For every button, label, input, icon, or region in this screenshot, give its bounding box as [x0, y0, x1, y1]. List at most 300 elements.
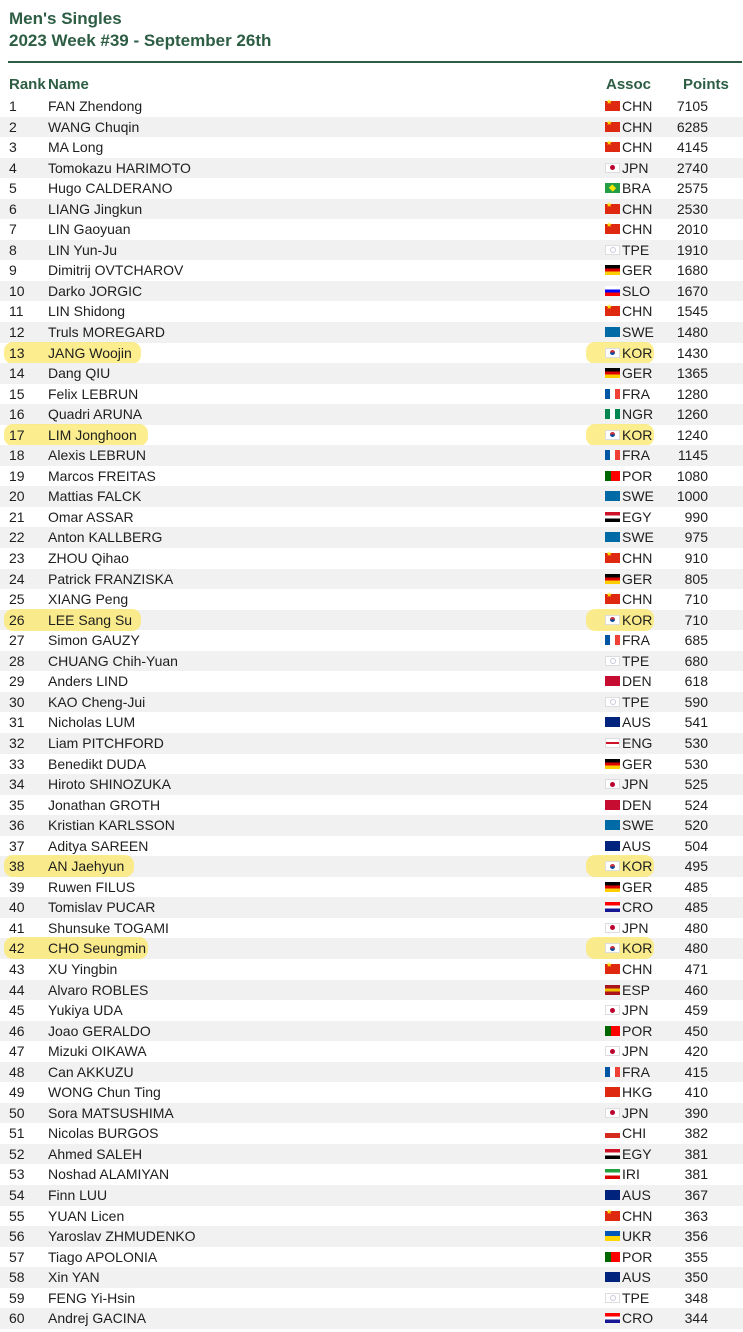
points-cell: 4145 — [676, 139, 708, 156]
assoc-cell: FRA — [622, 385, 650, 402]
points-cell: 520 — [684, 817, 708, 834]
table-row — [0, 589, 743, 610]
flag-icon — [605, 1067, 620, 1077]
table-row — [0, 425, 743, 446]
rank-cell: 1 — [9, 98, 17, 114]
points-cell: 355 — [684, 1248, 708, 1265]
table-row — [0, 527, 743, 548]
rank-cell: 6 — [9, 200, 17, 217]
rank-cell: 31 — [9, 714, 25, 731]
assoc-cell: IRI — [622, 1166, 640, 1183]
flag-icon — [605, 1108, 620, 1118]
player-name-cell: Sora MATSUSHIMA — [48, 1104, 174, 1121]
assoc-cell: KOR — [622, 426, 653, 443]
rank-cell: 20 — [9, 488, 25, 505]
table-row — [0, 1206, 743, 1227]
player-name-cell: LIM Jonghoon — [48, 426, 137, 443]
rank-cell: 11 — [9, 303, 24, 320]
points-cell: 1145 — [677, 447, 708, 464]
player-name-cell: LIN Yun-Ju — [48, 241, 118, 258]
flag-icon — [605, 409, 620, 419]
assoc-cell: KOR — [622, 858, 653, 875]
table-row — [0, 1288, 743, 1309]
table-row — [0, 178, 743, 199]
table-row — [0, 897, 743, 918]
table-row — [0, 466, 743, 487]
flag-icon: ★ — [605, 101, 620, 111]
assoc-cell: KOR — [622, 344, 653, 361]
assoc-cell: FRA — [622, 447, 650, 464]
flag-icon — [605, 1026, 620, 1036]
points-cell: 524 — [684, 796, 708, 813]
player-name-cell: Xin YAN — [48, 1269, 100, 1286]
rank-cell: 2 — [9, 118, 17, 135]
player-name-cell: Mizuki OIKAWA — [48, 1043, 147, 1060]
assoc-cell: SWE — [622, 817, 654, 834]
player-name-cell: JANG Woojin — [48, 344, 132, 361]
assoc-cell: GER — [622, 365, 653, 382]
points-cell: 363 — [684, 1207, 708, 1224]
rank-cell: 21 — [9, 508, 25, 525]
rank-cell: 50 — [9, 1104, 25, 1121]
player-name-cell: Benedikt DUDA — [48, 755, 147, 772]
rank-cell: 55 — [9, 1207, 25, 1224]
assoc-cell: GER — [622, 570, 653, 587]
table-row — [0, 343, 743, 364]
flag-icon — [605, 861, 620, 871]
assoc-cell: FRA — [622, 1063, 650, 1080]
player-name-cell: Tomokazu HARIMOTO — [48, 159, 191, 176]
flag-icon: ★ — [605, 142, 620, 152]
assoc-cell: JPN — [622, 919, 649, 936]
rank-cell: 56 — [9, 1228, 25, 1245]
rank-cell: 8 — [9, 241, 17, 258]
table-row — [0, 486, 743, 507]
flag-icon — [605, 348, 620, 358]
points-cell: 1280 — [676, 385, 708, 402]
rank-cell: 17 — [9, 426, 25, 443]
assoc-cell: AUS — [622, 1186, 651, 1203]
assoc-cell: JPN — [622, 1043, 649, 1060]
points-cell: 1910 — [676, 241, 708, 258]
table-row — [0, 1123, 743, 1144]
player-name-cell: Alvaro ROBLES — [48, 981, 149, 998]
player-name-cell: Tiago APOLONIA — [48, 1248, 158, 1265]
assoc-cell: TPE — [622, 1289, 650, 1306]
table-row — [0, 918, 743, 939]
table-row — [0, 733, 743, 754]
points-cell: 1680 — [676, 262, 708, 279]
rank-cell: 32 — [9, 734, 25, 751]
rank-cell: 36 — [9, 817, 25, 834]
rank-cell: 7 — [9, 221, 17, 238]
table-row — [0, 281, 743, 302]
points-cell: 2010 — [676, 221, 708, 238]
assoc-cell: SWE — [622, 529, 654, 546]
assoc-cell: JPN — [622, 1002, 649, 1019]
rank-cell: 9 — [9, 262, 17, 279]
rank-cell: 3 — [9, 139, 17, 156]
rank-cell: 53 — [9, 1166, 25, 1183]
rank-cell: 51 — [9, 1125, 25, 1142]
flag-icon — [605, 635, 620, 645]
flag-icon — [605, 1252, 620, 1262]
table-row — [0, 137, 743, 158]
points-cell: 485 — [684, 899, 708, 916]
flag-icon — [605, 841, 620, 851]
points-cell: 805 — [684, 570, 708, 587]
table-row — [0, 1308, 743, 1329]
table-row — [0, 712, 743, 733]
column-header-assoc: Assoc — [606, 76, 652, 93]
flag-icon — [605, 1313, 620, 1323]
table-row — [0, 96, 743, 117]
table-row — [0, 754, 743, 775]
flag-icon: ★ — [605, 594, 620, 604]
player-name-cell: LIN Shidong — [48, 303, 126, 320]
points-cell: 1080 — [676, 467, 708, 484]
table-row — [0, 1185, 743, 1206]
flag-icon — [605, 389, 620, 399]
flag-icon: ★ — [605, 553, 620, 563]
flag-icon — [605, 800, 620, 810]
player-name-cell: Aditya SAREEN — [48, 837, 149, 854]
table-row — [0, 1247, 743, 1268]
rank-cell: 14 — [9, 365, 25, 382]
rank-cell: 22 — [9, 529, 25, 546]
table-row — [0, 507, 743, 528]
flag-icon — [605, 1272, 620, 1282]
column-header-name: Name — [48, 76, 89, 93]
rank-cell: 60 — [9, 1310, 25, 1327]
points-cell: 975 — [684, 529, 708, 546]
rank-cell: 48 — [9, 1063, 25, 1080]
player-name-cell: FAN Zhendong — [48, 98, 143, 114]
rank-cell: 45 — [9, 1002, 25, 1019]
player-name-cell: CHUANG Chih-Yuan — [48, 652, 178, 669]
flag-icon — [605, 265, 620, 275]
title-divider — [8, 61, 742, 63]
rank-cell: 49 — [9, 1084, 25, 1101]
ranking-subtitle: 2023 Week #39 - September 26th — [9, 31, 272, 50]
flag-icon — [605, 163, 620, 173]
points-cell: 420 — [684, 1043, 708, 1060]
points-cell: 381 — [684, 1166, 708, 1183]
table-row — [0, 795, 743, 816]
points-cell: 525 — [684, 776, 708, 793]
assoc-cell: CHN — [622, 221, 653, 238]
player-name-cell: Yaroslav ZHMUDENKO — [48, 1228, 196, 1245]
rank-cell: 59 — [9, 1289, 25, 1306]
flag-icon — [605, 717, 620, 727]
points-cell: 530 — [684, 734, 708, 751]
rank-cell: 25 — [9, 591, 25, 608]
player-name-cell: Anders LIND — [48, 673, 129, 690]
flag-icon — [605, 532, 620, 542]
flag-icon — [605, 471, 620, 481]
points-cell: 460 — [684, 981, 708, 998]
flag-icon — [605, 512, 620, 522]
player-name-cell: Darko JORGIC — [48, 282, 143, 299]
player-name-cell: Kristian KARLSSON — [48, 817, 175, 834]
flag-icon — [605, 245, 620, 255]
assoc-cell: AUS — [622, 1269, 651, 1286]
table-row — [0, 404, 743, 425]
flag-icon — [605, 1005, 620, 1015]
points-cell: 348 — [684, 1289, 708, 1306]
table-row — [0, 610, 743, 631]
flag-icon — [605, 615, 620, 625]
flag-icon: ★ — [605, 1211, 620, 1221]
table-row — [0, 980, 743, 1001]
assoc-cell: TPE — [622, 241, 650, 258]
flag-icon — [605, 738, 620, 748]
player-name-cell: Yukiya UDA — [48, 1002, 123, 1019]
assoc-cell: GER — [622, 878, 653, 895]
assoc-cell: CRO — [622, 1310, 654, 1327]
table-row — [0, 301, 743, 322]
assoc-cell: CHN — [622, 591, 653, 608]
assoc-cell: POR — [622, 467, 653, 484]
table-row — [0, 856, 743, 877]
player-name-cell: XIANG Peng — [48, 591, 129, 608]
points-cell: 7105 — [676, 98, 708, 114]
player-name-cell: CHO Seungmin — [48, 940, 147, 957]
table-row — [0, 1103, 743, 1124]
rank-cell: 15 — [9, 385, 25, 402]
rank-cell: 4 — [9, 159, 17, 176]
points-cell: 459 — [684, 1002, 708, 1019]
player-name-cell: Patrick FRANZISKA — [48, 570, 174, 587]
rank-cell: 28 — [9, 652, 25, 669]
flag-icon: ★ — [605, 122, 620, 132]
ranking-title: Men's Singles — [9, 9, 122, 28]
points-cell: 367 — [684, 1186, 708, 1203]
flag-icon: ★ — [605, 964, 620, 974]
player-name-cell: Liam PITCHFORD — [48, 734, 164, 751]
points-cell: 344 — [684, 1310, 708, 1327]
assoc-cell: CHN — [622, 98, 653, 114]
flag-icon — [605, 450, 620, 460]
assoc-cell: BRA — [622, 180, 651, 197]
player-name-cell: KAO Cheng-Jui — [48, 693, 146, 710]
table-row — [0, 384, 743, 405]
flag-icon — [605, 1087, 620, 1097]
assoc-cell: KOR — [622, 611, 653, 628]
points-cell: 2575 — [676, 180, 708, 197]
player-name-cell: Anton KALLBERG — [48, 529, 163, 546]
player-name-cell: YUAN Licen — [48, 1207, 125, 1224]
assoc-cell: CHN — [622, 960, 653, 977]
player-name-cell: Mattias FALCK — [48, 488, 142, 505]
player-name-cell: Ahmed SALEH — [48, 1145, 143, 1162]
table-row — [0, 260, 743, 281]
table-row — [0, 651, 743, 672]
flag-icon — [605, 697, 620, 707]
player-name-cell: Hugo CALDERANO — [48, 180, 173, 197]
flag-icon — [605, 820, 620, 830]
flag-icon: ★ — [605, 224, 620, 234]
rank-cell: 38 — [9, 858, 25, 875]
points-cell: 410 — [684, 1084, 708, 1101]
points-cell: 480 — [684, 940, 708, 957]
points-cell: 382 — [684, 1125, 708, 1142]
assoc-cell: SLO — [622, 282, 651, 299]
assoc-cell: GER — [622, 262, 653, 279]
player-name-cell: LIANG Jingkun — [48, 200, 143, 217]
flag-icon — [605, 902, 620, 912]
rank-cell: 30 — [9, 693, 25, 710]
points-cell: 471 — [684, 960, 708, 977]
points-cell: 710 — [684, 611, 708, 628]
rank-cell: 42 — [9, 940, 25, 957]
player-name-cell: Nicholas LUM — [48, 714, 136, 731]
flag-icon — [605, 574, 620, 584]
flag-icon — [605, 923, 620, 933]
table-row — [0, 1000, 743, 1021]
assoc-cell: TPE — [622, 652, 650, 669]
rank-cell: 41 — [9, 919, 25, 936]
player-name-cell: FENG Yi-Hsin — [48, 1289, 136, 1306]
flag-icon — [605, 1128, 620, 1138]
table-row — [0, 1226, 743, 1247]
points-cell: 480 — [684, 919, 708, 936]
flag-icon — [605, 430, 620, 440]
flag-icon — [605, 491, 620, 501]
assoc-cell: TPE — [622, 693, 650, 710]
points-cell: 910 — [684, 550, 708, 567]
table-row — [0, 836, 743, 857]
flag-icon — [605, 1169, 620, 1179]
assoc-cell: POR — [622, 1022, 653, 1039]
flag-icon — [605, 779, 620, 789]
rank-cell: 26 — [9, 611, 25, 628]
assoc-cell: UKR — [622, 1228, 652, 1245]
assoc-cell: SWE — [622, 324, 654, 341]
assoc-cell: CHN — [622, 139, 653, 156]
flag-icon — [605, 368, 620, 378]
player-name-cell: Simon GAUZY — [48, 632, 140, 649]
assoc-cell: JPN — [622, 159, 649, 176]
points-cell: 350 — [684, 1269, 708, 1286]
assoc-cell: CHN — [622, 550, 653, 567]
points-cell: 541 — [684, 714, 708, 731]
rank-cell: 10 — [9, 282, 25, 299]
rank-cell: 43 — [9, 960, 25, 977]
flag-icon — [605, 882, 620, 892]
points-cell: 1365 — [676, 365, 708, 382]
flag-icon — [605, 1190, 620, 1200]
points-cell: 381 — [684, 1145, 708, 1162]
flag-icon — [605, 1231, 620, 1241]
table-row — [0, 1041, 743, 1062]
table-row — [0, 1144, 743, 1165]
rank-cell: 29 — [9, 673, 25, 690]
table-row — [0, 117, 743, 138]
rank-cell: 39 — [9, 878, 25, 895]
assoc-cell: KOR — [622, 940, 653, 957]
assoc-cell: JPN — [622, 1104, 649, 1121]
rank-cell: 35 — [9, 796, 25, 813]
assoc-cell: DEN — [622, 796, 652, 813]
rank-cell: 37 — [9, 837, 25, 854]
points-cell: 485 — [684, 878, 708, 895]
points-cell: 2530 — [676, 200, 708, 217]
flag-icon — [605, 1149, 620, 1159]
player-name-cell: Felix LEBRUN — [48, 385, 139, 402]
flag-icon — [605, 656, 620, 666]
points-cell: 1480 — [676, 324, 708, 341]
points-cell: 618 — [684, 673, 708, 690]
player-name-cell: Jonathan GROTH — [48, 796, 161, 813]
table-row — [0, 1021, 743, 1042]
player-name-cell: Andrej GACINA — [48, 1310, 147, 1327]
points-cell: 1260 — [676, 406, 708, 423]
flag-icon — [605, 759, 620, 769]
assoc-cell: AUS — [622, 837, 651, 854]
assoc-cell: CHI — [622, 1125, 647, 1142]
rank-cell: 57 — [9, 1248, 25, 1265]
player-name-cell: XU Yingbin — [48, 960, 118, 977]
player-name-cell: Omar ASSAR — [48, 508, 134, 525]
assoc-cell: FRA — [622, 632, 650, 649]
rank-cell: 16 — [9, 406, 25, 423]
rank-cell: 24 — [9, 570, 25, 587]
assoc-cell: NGR — [622, 406, 654, 423]
assoc-cell: ESP — [622, 981, 651, 998]
player-name-cell: Hiroto SHINOZUKA — [48, 776, 171, 793]
player-name-cell: Can AKKUZU — [48, 1063, 134, 1080]
rank-cell: 18 — [9, 447, 25, 464]
player-name-cell: Truls MOREGARD — [48, 324, 165, 341]
points-cell: 450 — [684, 1022, 708, 1039]
player-name-cell: Finn LUU — [48, 1186, 108, 1203]
table-row — [0, 445, 743, 466]
points-cell: 390 — [684, 1104, 708, 1121]
table-header — [0, 74, 743, 94]
points-cell: 495 — [684, 858, 708, 875]
flag-icon: ★ — [605, 306, 620, 316]
flag-icon — [605, 943, 620, 953]
rank-cell: 13 — [9, 344, 25, 361]
player-name-cell: Quadri ARUNA — [48, 406, 143, 423]
flag-icon — [605, 985, 620, 995]
column-header-points: Points — [683, 76, 729, 93]
assoc-cell: CHN — [622, 118, 653, 135]
rankings-table — [0, 96, 743, 1329]
flag-icon: ★ — [605, 204, 620, 214]
table-row — [0, 1164, 743, 1185]
player-name-cell: Noshad ALAMIYAN — [48, 1166, 170, 1183]
points-cell: 990 — [684, 508, 708, 525]
assoc-cell: HKG — [622, 1084, 653, 1101]
points-cell: 530 — [684, 755, 708, 772]
assoc-cell: CHN — [622, 303, 653, 320]
rank-cell: 34 — [9, 776, 25, 793]
points-cell: 1240 — [676, 426, 708, 443]
points-cell: 685 — [684, 632, 708, 649]
points-cell: 356 — [684, 1228, 708, 1245]
table-row — [0, 815, 743, 836]
table-row — [0, 199, 743, 220]
flag-icon — [605, 1046, 620, 1056]
points-cell: 590 — [684, 693, 708, 710]
player-name-cell: Marcos FREITAS — [48, 467, 156, 484]
rank-cell: 54 — [9, 1186, 25, 1203]
points-cell: 504 — [684, 837, 708, 854]
player-name-cell: WANG Chuqin — [48, 118, 140, 135]
rank-cell: 46 — [9, 1022, 25, 1039]
